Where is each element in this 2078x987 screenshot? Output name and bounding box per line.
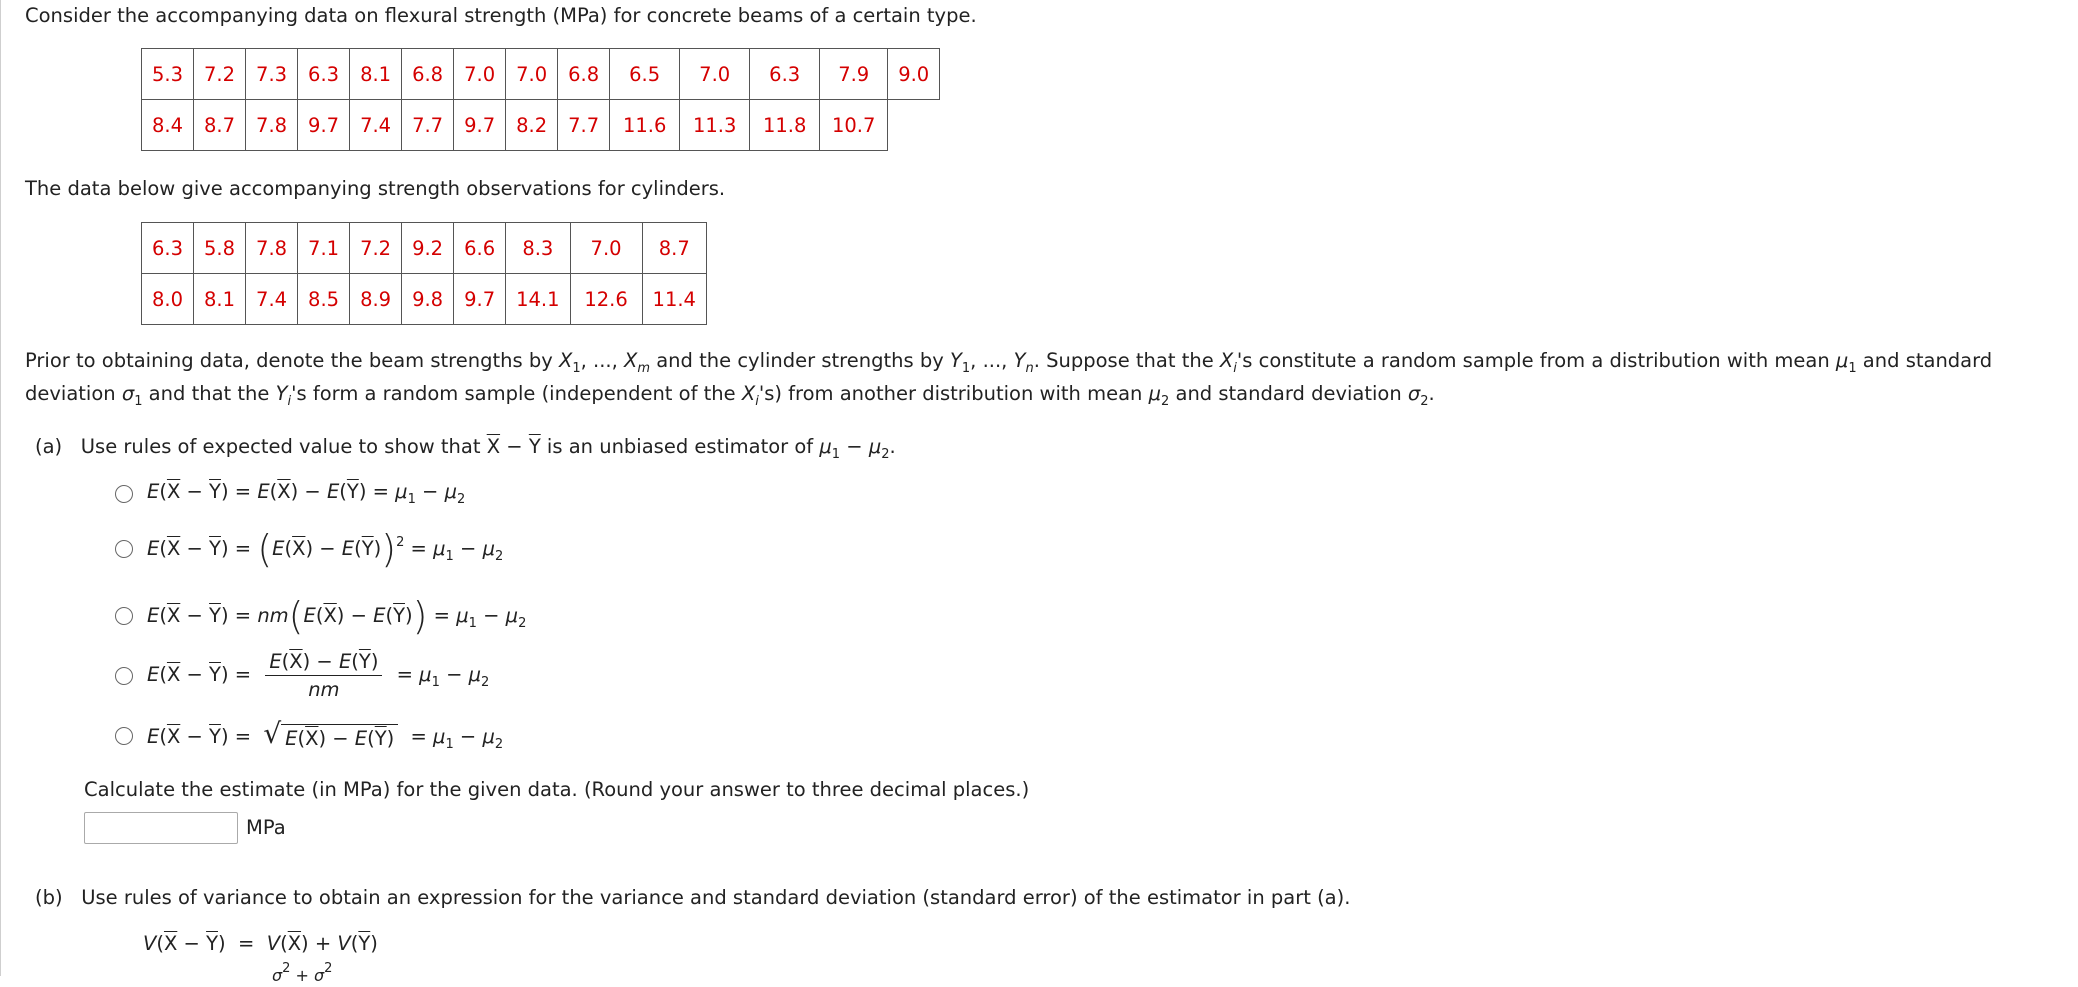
option-1-formula: $E(\overline{X} - \overline{Y}) = E(\overline{X}) - E(\overline{Y}) = \mu_1 - \mu_2$	[147, 480, 466, 507]
beams-table	[141, 48, 940, 151]
part-b-label: (b)	[35, 886, 63, 909]
cylinder-value: 12.6	[570, 274, 642, 325]
prior-paragraph-line-2: deviation $\sigma_1$ and that the $Y_i's$ form a random sample (independent of the $X_i's$) from another distribution with mean $\mu_2$ and standard deviation $\sigma_2$.	[25, 382, 1435, 409]
beam-value: 11.8	[750, 100, 820, 151]
cylinder-value: 9.8	[402, 274, 454, 325]
option-1-radio[interactable]	[115, 485, 133, 503]
cylinder-value: 7.4	[246, 274, 298, 325]
option-3[interactable]	[115, 594, 527, 638]
beam-value: 7.9	[820, 49, 888, 100]
cylinder-value: 7.0	[570, 223, 642, 274]
cylinder-value: 5.8	[194, 223, 246, 274]
variance-formula: $V(\overline{X} - \overline{Y}) = V(\overline{X}) + V(\overline{Y})$	[143, 932, 378, 955]
beam-value: 7.0	[506, 49, 558, 100]
cylinder-value: 9.2	[402, 223, 454, 274]
option-4-formula: $E(\overline{X} - \overline{Y})$ = $\frac{E(\overline{X}) - E(\overline{Y})}{nm}$ = $\mu_1 - \mu_2$	[147, 650, 490, 701]
beam-value: 7.0	[680, 49, 750, 100]
option-2[interactable]	[115, 527, 504, 571]
cylinders-table	[141, 222, 707, 325]
beams-row-1	[142, 49, 940, 100]
beam-value: 11.6	[610, 100, 680, 151]
option-3-radio[interactable]	[115, 607, 133, 625]
cylinders-row-1	[142, 223, 707, 274]
beam-value: 6.5	[610, 49, 680, 100]
left-border	[0, 0, 1, 976]
cylinder-value: 6.3	[142, 223, 194, 274]
prior-text: and standard deviation	[1169, 382, 1408, 405]
beams-row-2	[142, 100, 940, 151]
option-2-formula: $E(\overline{X} - \overline{Y}) = (E(\overline{X}) - E(\overline{Y}))^2 = \mu_1 - \mu_2$	[147, 527, 504, 571]
part-a-question: (a) Use rules of expected value to show that $\overline{X} - \overline{Y}$ is an unbiased estimator of $\mu_1 - \mu_2$.	[35, 435, 896, 462]
cylinder-value: 8.1	[194, 274, 246, 325]
cylinders-row-2	[142, 274, 707, 325]
part-a-question-text: is an unbiased estimator of	[540, 435, 820, 458]
beam-value: 8.2	[506, 100, 558, 151]
part-b-question-text: Use rules of variance to obtain an expression for the variance and standard deviation (standard error) of the estimator in part (a).	[81, 886, 1351, 909]
prior-text: 's) from another distribution with mean	[758, 382, 1149, 405]
cylinder-value: 8.3	[506, 223, 570, 274]
cylinder-value: 6.6	[454, 223, 506, 274]
beam-value: 9.7	[454, 100, 506, 151]
cylinder-value: 8.5	[298, 274, 350, 325]
beam-value: 7.7	[558, 100, 610, 151]
beam-value: 7.7	[402, 100, 454, 151]
beam-value: 6.8	[558, 49, 610, 100]
cylinder-value: 8.7	[642, 223, 706, 274]
beam-value: 7.3	[246, 49, 298, 100]
empty-cell	[888, 100, 940, 151]
beam-value: 6.8	[402, 49, 454, 100]
beam-value: 9.7	[298, 100, 350, 151]
prior-text: and the cylinder strengths by	[650, 349, 950, 372]
beam-value: 8.7	[194, 100, 246, 151]
option-2-radio[interactable]	[115, 540, 133, 558]
beam-value: 7.4	[350, 100, 402, 151]
beam-value: 7.8	[246, 100, 298, 151]
beam-value: 7.0	[454, 49, 506, 100]
prior-text: 's constitute a random sample from a distribution with mean	[1236, 349, 1836, 372]
cylinder-intro-text: The data below give accompanying strength observations for cylinders.	[25, 177, 726, 200]
option-1[interactable]	[115, 480, 465, 507]
beam-value: 6.3	[750, 49, 820, 100]
beam-value: 5.3	[142, 49, 194, 100]
cylinder-value: 9.7	[454, 274, 506, 325]
prior-text: . Suppose that the	[1033, 349, 1220, 372]
prior-text: Prior to obtaining data, denote the beam strengths by	[25, 349, 559, 372]
option-5-formula: $E(\overline{X} - \overline{Y})$ = √ $E(\overline{X}) - E(\overline{Y})$ = $\mu_1 - \mu_2$	[147, 717, 504, 752]
variance-formula-cutoff: $\sigma^2 + \sigma^2$	[272, 961, 333, 985]
prior-text: deviation	[25, 382, 122, 405]
prior-text: and standard	[1856, 349, 1993, 372]
beam-value: 8.1	[350, 49, 402, 100]
prior-text: and that the	[142, 382, 276, 405]
calc-instruction: Calculate the estimate (in MPa) for the given data. (Round your answer to three decimal places.)	[84, 778, 1030, 801]
intro-text: Consider the accompanying data on flexural strength (MPa) for concrete beams of a certain type.	[25, 4, 977, 27]
prior-paragraph-line-1: Prior to obtaining data, denote the beam strengths by $X_1$, ..., $X_m$ and the cylinder strengths by $Y_1$, ..., $Y_n$. Suppose that the $X_i's$ constitute a random sample from a distribution with mean $\mu_1$ and standard	[25, 349, 1993, 376]
part-b-question	[35, 884, 1350, 911]
option-5-radio[interactable]	[115, 727, 133, 745]
option-4-radio[interactable]	[115, 667, 133, 685]
part-a-question-text: Use rules of expected value to show that	[80, 435, 487, 458]
beam-value: 11.3	[680, 100, 750, 151]
cylinder-value: 11.4	[642, 274, 706, 325]
beam-value: 6.3	[298, 49, 350, 100]
cylinder-value: 7.1	[298, 223, 350, 274]
prior-text: 's form a random sample (independent of the	[291, 382, 742, 405]
estimate-input[interactable]	[84, 812, 238, 844]
cylinder-value: 7.8	[246, 223, 298, 274]
cylinder-value: 7.2	[350, 223, 402, 274]
part-a-label: (a)	[35, 435, 63, 458]
beam-value: 8.4	[142, 100, 194, 151]
cylinder-value: 8.0	[142, 274, 194, 325]
option-4[interactable]	[115, 650, 489, 701]
unit-label: MPa	[246, 816, 286, 839]
option-3-formula: $E(\overline{X} - \overline{Y}) = nm(E(\overline{X}) - E(\overline{Y})) = \mu_1 - \mu_2$	[147, 594, 527, 638]
beam-value: 9.0	[888, 49, 940, 100]
cylinder-value: 14.1	[506, 274, 570, 325]
beam-value: 7.2	[194, 49, 246, 100]
beam-value: 10.7	[820, 100, 888, 151]
option-5[interactable]	[115, 717, 504, 752]
cylinder-value: 8.9	[350, 274, 402, 325]
